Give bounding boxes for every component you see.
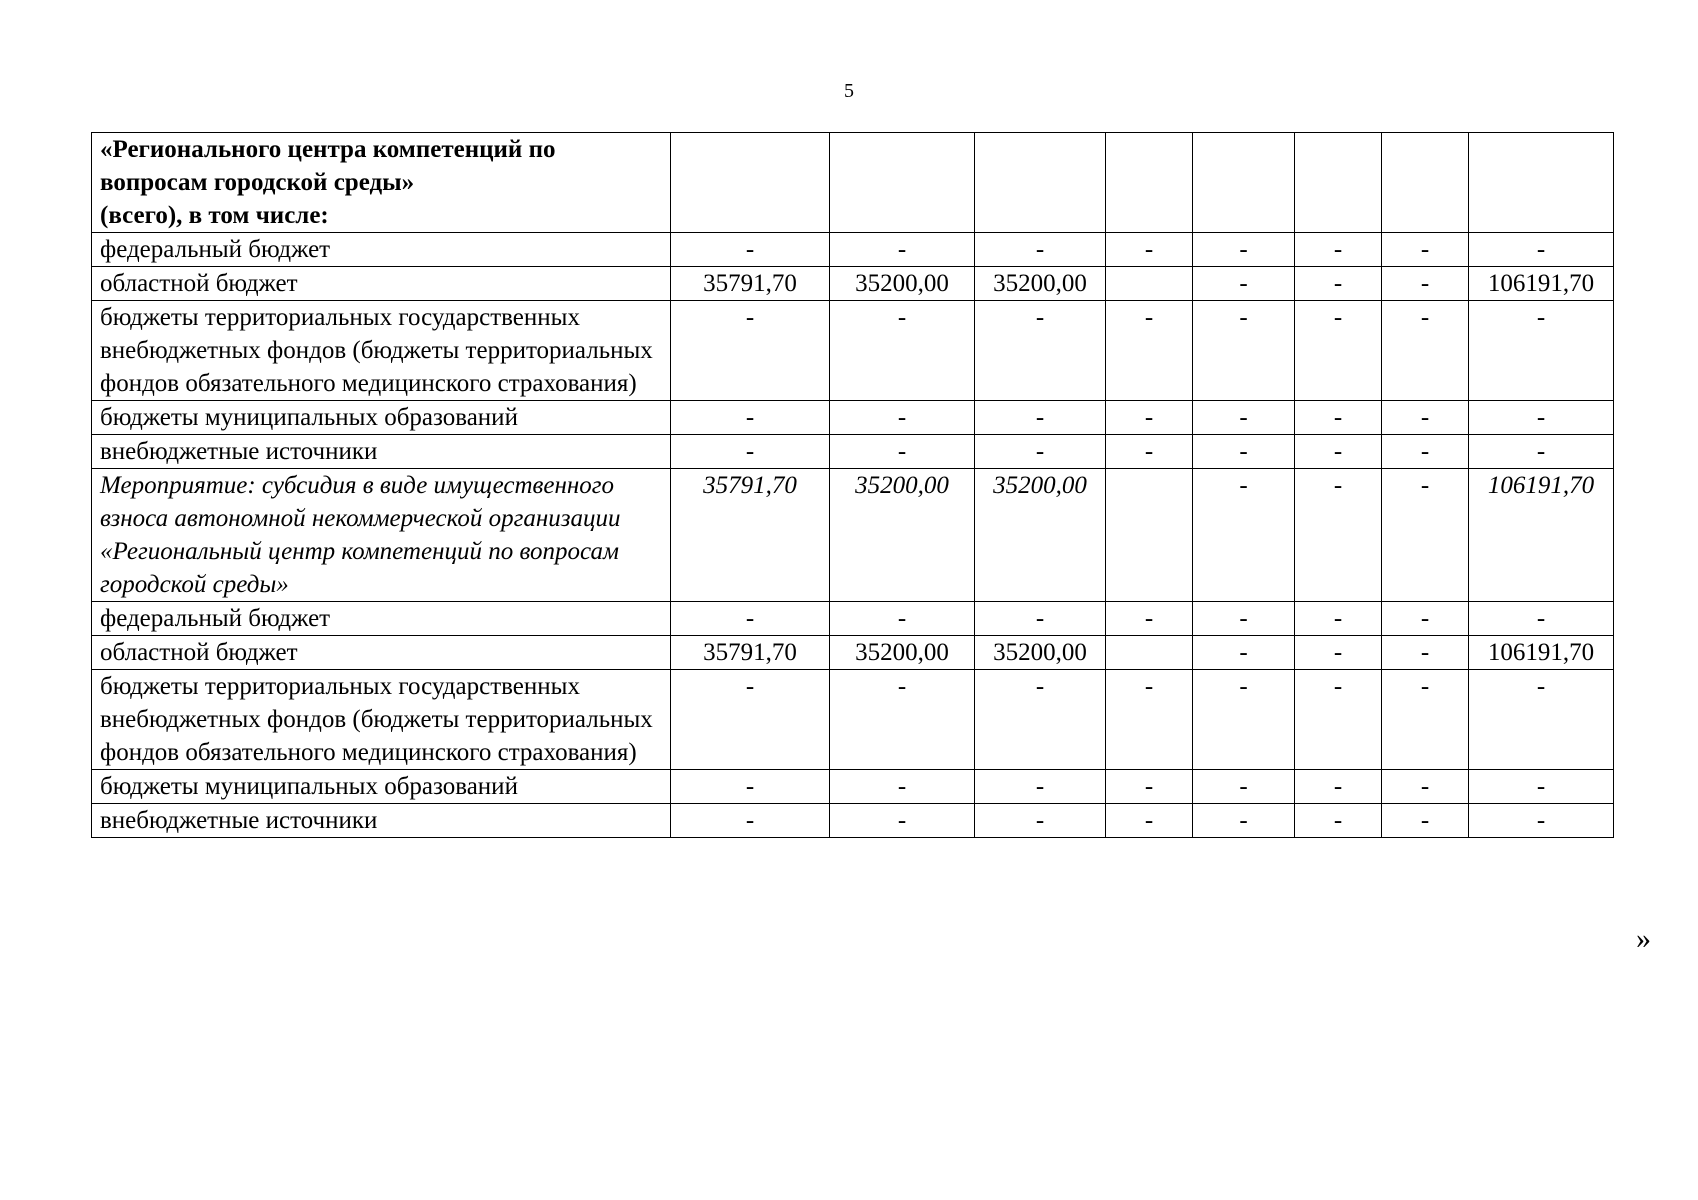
table-row: [92, 770, 1614, 804]
table-cell: -: [1295, 233, 1382, 267]
table-cell: -: [1295, 636, 1382, 670]
table-cell: -: [975, 804, 1106, 838]
table-cell: 35200,00: [830, 267, 975, 301]
table-cell: -: [1193, 670, 1295, 770]
header-label-line: «Регионального центра компетенций по: [100, 136, 556, 163]
page-number: 5: [844, 80, 854, 102]
table-cell: -: [830, 233, 975, 267]
table-cell: 35200,00: [975, 469, 1106, 602]
table-cell: -: [1106, 670, 1193, 770]
table-cell: 35200,00: [830, 469, 975, 602]
table-cell: -: [1382, 636, 1469, 670]
row-label: областной бюджет: [92, 636, 671, 670]
table-cell: [975, 133, 1106, 233]
table-cell: -: [1106, 804, 1193, 838]
table-row: [92, 670, 1614, 770]
row-label: федеральный бюджет: [92, 233, 671, 267]
table-cell: [830, 133, 975, 233]
table-cell: -: [975, 401, 1106, 435]
row-label: Мероприятие: субсидия в виде имущественного взноса автономной некоммерческой организации «Региональный центр компетенций по вопросам городской среды»: [92, 469, 671, 602]
table-cell: -: [1193, 233, 1295, 267]
table-cell: -: [830, 401, 975, 435]
table-cell: -: [1193, 804, 1295, 838]
table-cell: [1193, 133, 1295, 233]
table-cell: -: [1295, 770, 1382, 804]
table-cell: -: [1295, 469, 1382, 602]
table-row: [92, 301, 1614, 401]
table-cell: -: [671, 233, 830, 267]
header-label-line: (всего), в том числе:: [100, 202, 329, 229]
table-cell: -: [830, 670, 975, 770]
table-cell: [1106, 133, 1193, 233]
table-row: [92, 233, 1614, 267]
table-cell: -: [1193, 602, 1295, 636]
table-cell: [1106, 267, 1193, 301]
table-cell: -: [975, 435, 1106, 469]
table-cell: -: [1382, 301, 1469, 401]
table-cell: -: [1193, 636, 1295, 670]
header-label-line: вопросам городской среды»: [100, 169, 415, 196]
table-cell: -: [671, 301, 830, 401]
table-cell: -: [1382, 469, 1469, 602]
table-cell: -: [1106, 770, 1193, 804]
table-cell: -: [1469, 602, 1614, 636]
table-cell: 35791,70: [671, 636, 830, 670]
row-label: бюджеты муниципальных образований: [92, 401, 671, 435]
table-cell: -: [1193, 770, 1295, 804]
row-label: бюджеты территориальных государственных внебюджетных фондов (бюджеты территориальных фондов обязательного медицинского страхования): [92, 301, 671, 401]
table-cell: -: [1382, 804, 1469, 838]
table-cell: -: [1382, 770, 1469, 804]
row-label: внебюджетные источники: [92, 435, 671, 469]
table-cell: 106191,70: [1469, 267, 1614, 301]
table-cell: -: [1295, 602, 1382, 636]
table-row: [92, 636, 1614, 670]
row-label: внебюджетные источники: [92, 804, 671, 838]
table-cell: -: [830, 770, 975, 804]
table-cell: -: [1382, 233, 1469, 267]
table-cell: -: [975, 670, 1106, 770]
table-cell: -: [1106, 233, 1193, 267]
table-cell: -: [975, 233, 1106, 267]
table-cell: 106191,70: [1469, 469, 1614, 602]
row-label: областной бюджет: [92, 267, 671, 301]
row-label: [92, 133, 671, 233]
table-row: [92, 804, 1614, 838]
row-label: бюджеты территориальных государственных внебюджетных фондов (бюджеты территориальных фондов обязательного медицинского страхования): [92, 670, 671, 770]
table-cell: [1382, 133, 1469, 233]
table-row-header: [92, 133, 1614, 233]
table-cell: -: [1382, 267, 1469, 301]
table-cell: -: [1106, 301, 1193, 401]
table-row: [92, 435, 1614, 469]
table-cell: -: [1193, 469, 1295, 602]
row-label: федеральный бюджет: [92, 602, 671, 636]
table-row-measure: [92, 469, 1614, 602]
table-cell: -: [1106, 602, 1193, 636]
table-cell: -: [1295, 435, 1382, 469]
table-cell: -: [1193, 301, 1295, 401]
table-cell: -: [1295, 401, 1382, 435]
table-cell: 35200,00: [830, 636, 975, 670]
table-cell: -: [671, 602, 830, 636]
table-cell: [671, 133, 830, 233]
table-cell: -: [1469, 770, 1614, 804]
table-cell: -: [1469, 233, 1614, 267]
table-cell: -: [671, 435, 830, 469]
table-cell: -: [1193, 401, 1295, 435]
table-row: [92, 602, 1614, 636]
table-cell: -: [975, 301, 1106, 401]
table-cell: -: [1469, 670, 1614, 770]
table-cell: -: [975, 770, 1106, 804]
table-cell: -: [830, 602, 975, 636]
table-cell: [1469, 133, 1614, 233]
table-cell: -: [1382, 602, 1469, 636]
table-cell: -: [671, 670, 830, 770]
closing-quote: »: [1636, 922, 1651, 955]
budget-table: [91, 132, 1614, 838]
table-cell: -: [1469, 401, 1614, 435]
table-cell: 35200,00: [975, 636, 1106, 670]
table-cell: -: [671, 401, 830, 435]
table-cell: 35791,70: [671, 469, 830, 602]
table-cell: -: [1295, 267, 1382, 301]
table-cell: -: [1295, 670, 1382, 770]
table-cell: 35791,70: [671, 267, 830, 301]
row-label: бюджеты муниципальных образований: [92, 770, 671, 804]
table-cell: -: [1106, 435, 1193, 469]
table-cell: -: [1295, 301, 1382, 401]
table-row: [92, 267, 1614, 301]
table-row: [92, 401, 1614, 435]
table-cell: -: [1382, 401, 1469, 435]
table-cell: -: [1382, 435, 1469, 469]
table-cell: -: [1469, 301, 1614, 401]
table-cell: -: [830, 301, 975, 401]
table-cell: -: [1469, 435, 1614, 469]
table-cell: 106191,70: [1469, 636, 1614, 670]
table-cell: -: [830, 804, 975, 838]
table-cell: [1106, 469, 1193, 602]
table-cell: -: [1106, 401, 1193, 435]
table-cell: -: [1193, 267, 1295, 301]
table-cell: -: [671, 770, 830, 804]
table-cell: [1295, 133, 1382, 233]
table-cell: -: [1193, 435, 1295, 469]
table-cell: -: [975, 602, 1106, 636]
table-cell: 35200,00: [975, 267, 1106, 301]
table-cell: -: [1382, 670, 1469, 770]
table-cell: [1106, 636, 1193, 670]
table-cell: -: [830, 435, 975, 469]
table-cell: -: [1295, 804, 1382, 838]
table-cell: -: [671, 804, 830, 838]
table-cell: -: [1469, 804, 1614, 838]
